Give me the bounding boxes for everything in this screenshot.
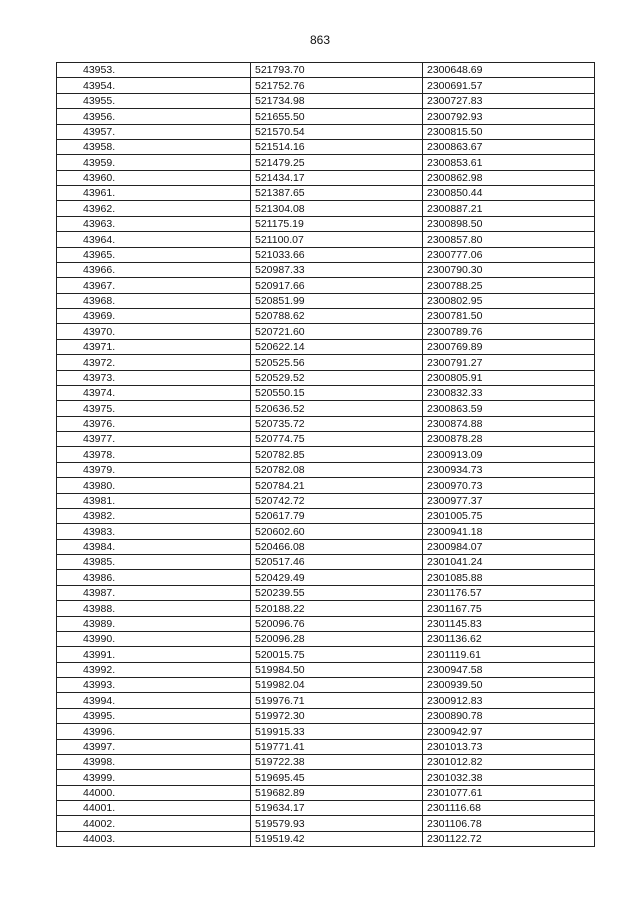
table-row [57, 232, 595, 247]
row-index-cell: 43964. [57, 232, 251, 247]
y-coordinate-cell: 2300727.83 [423, 93, 595, 108]
x-coordinate-cell: 520239.55 [251, 585, 423, 600]
x-coordinate-cell: 520602.60 [251, 524, 423, 539]
x-coordinate-cell: 519579.93 [251, 816, 423, 831]
y-coordinate-cell: 2300815.50 [423, 124, 595, 139]
row-index-cell: 43961. [57, 186, 251, 201]
y-coordinate-cell: 2301077.61 [423, 785, 595, 800]
table-row [57, 508, 595, 523]
coordinates-table [56, 62, 595, 847]
table-row [57, 124, 595, 139]
x-coordinate-cell: 520784.21 [251, 478, 423, 493]
table-row [57, 478, 595, 493]
row-index-cell: 43960. [57, 170, 251, 185]
table-row [57, 662, 595, 677]
row-index-cell: 43956. [57, 109, 251, 124]
row-index-cell: 43971. [57, 339, 251, 354]
y-coordinate-cell: 2300769.89 [423, 339, 595, 354]
table-row [57, 616, 595, 631]
row-index-cell: 43953. [57, 63, 251, 78]
row-index-cell: 43955. [57, 93, 251, 108]
row-index-cell: 43970. [57, 324, 251, 339]
row-index-cell: 43985. [57, 555, 251, 570]
y-coordinate-cell: 2300850.44 [423, 186, 595, 201]
row-index-cell: 43994. [57, 693, 251, 708]
y-coordinate-cell: 2301167.75 [423, 601, 595, 616]
y-coordinate-cell: 2300790.30 [423, 262, 595, 277]
x-coordinate-cell: 521479.25 [251, 155, 423, 170]
row-index-cell: 43959. [57, 155, 251, 170]
table-row [57, 339, 595, 354]
x-coordinate-cell: 519972.30 [251, 708, 423, 723]
row-index-cell: 43957. [57, 124, 251, 139]
x-coordinate-cell: 519982.04 [251, 678, 423, 693]
row-index-cell: 43995. [57, 708, 251, 723]
x-coordinate-cell: 519682.89 [251, 785, 423, 800]
x-coordinate-cell: 519519.42 [251, 831, 423, 846]
y-coordinate-cell: 2301005.75 [423, 508, 595, 523]
x-coordinate-cell: 520466.08 [251, 539, 423, 554]
row-index-cell: 43996. [57, 724, 251, 739]
row-index-cell: 44002. [57, 816, 251, 831]
row-index-cell: 43979. [57, 462, 251, 477]
y-coordinate-cell: 2300913.09 [423, 447, 595, 462]
table-row [57, 831, 595, 846]
row-index-cell: 44001. [57, 801, 251, 816]
row-index-cell: 43982. [57, 508, 251, 523]
row-index-cell: 43974. [57, 385, 251, 400]
x-coordinate-cell: 519984.50 [251, 662, 423, 677]
y-coordinate-cell: 2300802.95 [423, 293, 595, 308]
row-index-cell: 43998. [57, 754, 251, 769]
x-coordinate-cell: 521100.07 [251, 232, 423, 247]
table-row [57, 585, 595, 600]
y-coordinate-cell: 2300977.37 [423, 493, 595, 508]
y-coordinate-cell: 2300941.18 [423, 524, 595, 539]
x-coordinate-cell: 519915.33 [251, 724, 423, 739]
row-index-cell: 44003. [57, 831, 251, 846]
table-row [57, 385, 595, 400]
table-row [57, 816, 595, 831]
y-coordinate-cell: 2300939.50 [423, 678, 595, 693]
row-index-cell: 43991. [57, 647, 251, 662]
x-coordinate-cell: 519976.71 [251, 693, 423, 708]
table-row [57, 355, 595, 370]
table-row [57, 201, 595, 216]
table-row [57, 278, 595, 293]
x-coordinate-cell: 520782.08 [251, 462, 423, 477]
y-coordinate-cell: 2300887.21 [423, 201, 595, 216]
table-row [57, 324, 595, 339]
x-coordinate-cell: 520851.99 [251, 293, 423, 308]
row-index-cell: 43973. [57, 370, 251, 385]
x-coordinate-cell: 520529.52 [251, 370, 423, 385]
y-coordinate-cell: 2301041.24 [423, 555, 595, 570]
table-row [57, 555, 595, 570]
y-coordinate-cell: 2300863.67 [423, 139, 595, 154]
x-coordinate-cell: 519634.17 [251, 801, 423, 816]
table-row [57, 155, 595, 170]
table-row [57, 447, 595, 462]
row-index-cell: 43966. [57, 262, 251, 277]
row-index-cell: 43989. [57, 616, 251, 631]
row-index-cell: 43993. [57, 678, 251, 693]
x-coordinate-cell: 520015.75 [251, 647, 423, 662]
table-row [57, 570, 595, 585]
y-coordinate-cell: 2301176.57 [423, 585, 595, 600]
y-coordinate-cell: 2300789.76 [423, 324, 595, 339]
x-coordinate-cell: 520987.33 [251, 262, 423, 277]
row-index-cell: 43975. [57, 401, 251, 416]
table-row [57, 63, 595, 78]
table-row [57, 247, 595, 262]
x-coordinate-cell: 521752.76 [251, 78, 423, 93]
x-coordinate-cell: 520517.46 [251, 555, 423, 570]
x-coordinate-cell: 520617.79 [251, 508, 423, 523]
x-coordinate-cell: 520735.72 [251, 416, 423, 431]
table-row [57, 186, 595, 201]
table-row [57, 462, 595, 477]
row-index-cell: 43958. [57, 139, 251, 154]
x-coordinate-cell: 520188.22 [251, 601, 423, 616]
x-coordinate-cell: 520774.75 [251, 432, 423, 447]
table-row [57, 539, 595, 554]
table-row [57, 647, 595, 662]
y-coordinate-cell: 2300878.28 [423, 432, 595, 447]
row-index-cell: 43978. [57, 447, 251, 462]
row-index-cell: 43968. [57, 293, 251, 308]
table-row [57, 801, 595, 816]
table-row [57, 170, 595, 185]
y-coordinate-cell: 2300862.98 [423, 170, 595, 185]
row-index-cell: 43980. [57, 478, 251, 493]
y-coordinate-cell: 2301136.62 [423, 631, 595, 646]
y-coordinate-cell: 2300912.83 [423, 693, 595, 708]
table-row [57, 678, 595, 693]
y-coordinate-cell: 2301013.73 [423, 739, 595, 754]
x-coordinate-cell: 519722.38 [251, 754, 423, 769]
x-coordinate-cell: 519695.45 [251, 770, 423, 785]
row-index-cell: 43990. [57, 631, 251, 646]
table-row [57, 708, 595, 723]
row-index-cell: 43988. [57, 601, 251, 616]
row-index-cell: 43972. [57, 355, 251, 370]
table-row [57, 754, 595, 769]
row-index-cell: 43984. [57, 539, 251, 554]
row-index-cell: 43987. [57, 585, 251, 600]
table-row [57, 139, 595, 154]
table-row [57, 493, 595, 508]
row-index-cell: 43977. [57, 432, 251, 447]
y-coordinate-cell: 2300781.50 [423, 309, 595, 324]
y-coordinate-cell: 2300942.97 [423, 724, 595, 739]
table-row [57, 770, 595, 785]
x-coordinate-cell: 521304.08 [251, 201, 423, 216]
y-coordinate-cell: 2300947.58 [423, 662, 595, 677]
x-coordinate-cell: 521514.16 [251, 139, 423, 154]
y-coordinate-cell: 2301085.88 [423, 570, 595, 585]
y-coordinate-cell: 2301122.72 [423, 831, 595, 846]
table-row [57, 216, 595, 231]
table-row [57, 432, 595, 447]
row-index-cell: 43976. [57, 416, 251, 431]
x-coordinate-cell: 520622.14 [251, 339, 423, 354]
y-coordinate-cell: 2300857.80 [423, 232, 595, 247]
y-coordinate-cell: 2301012.82 [423, 754, 595, 769]
table-row [57, 78, 595, 93]
row-index-cell: 43965. [57, 247, 251, 262]
y-coordinate-cell: 2301106.78 [423, 816, 595, 831]
table-row [57, 293, 595, 308]
row-index-cell: 43997. [57, 739, 251, 754]
y-coordinate-cell: 2300934.73 [423, 462, 595, 477]
x-coordinate-cell: 521387.65 [251, 186, 423, 201]
x-coordinate-cell: 520917.66 [251, 278, 423, 293]
y-coordinate-cell: 2300788.25 [423, 278, 595, 293]
y-coordinate-cell: 2300691.57 [423, 78, 595, 93]
row-index-cell: 43963. [57, 216, 251, 231]
y-coordinate-cell: 2300791.27 [423, 355, 595, 370]
table-row [57, 524, 595, 539]
row-index-cell: 43967. [57, 278, 251, 293]
x-coordinate-cell: 520525.56 [251, 355, 423, 370]
page-number: 863 [309, 33, 331, 47]
row-index-cell: 43969. [57, 309, 251, 324]
x-coordinate-cell: 520096.28 [251, 631, 423, 646]
x-coordinate-cell: 520782.85 [251, 447, 423, 462]
x-coordinate-cell: 521175.19 [251, 216, 423, 231]
table-row [57, 693, 595, 708]
y-coordinate-cell: 2301116.68 [423, 801, 595, 816]
table-row [57, 93, 595, 108]
x-coordinate-cell: 521734.98 [251, 93, 423, 108]
table-row [57, 309, 595, 324]
y-coordinate-cell: 2300805.91 [423, 370, 595, 385]
table-row [57, 724, 595, 739]
y-coordinate-cell: 2300890.78 [423, 708, 595, 723]
y-coordinate-cell: 2300792.93 [423, 109, 595, 124]
x-coordinate-cell: 520788.62 [251, 309, 423, 324]
x-coordinate-cell: 519771.41 [251, 739, 423, 754]
y-coordinate-cell: 2301145.83 [423, 616, 595, 631]
coordinates-table-body [57, 63, 595, 847]
x-coordinate-cell: 521793.70 [251, 63, 423, 78]
x-coordinate-cell: 520096.76 [251, 616, 423, 631]
y-coordinate-cell: 2300777.06 [423, 247, 595, 262]
x-coordinate-cell: 520550.15 [251, 385, 423, 400]
y-coordinate-cell: 2300984.07 [423, 539, 595, 554]
x-coordinate-cell: 521033.66 [251, 247, 423, 262]
x-coordinate-cell: 521570.54 [251, 124, 423, 139]
y-coordinate-cell: 2300832.33 [423, 385, 595, 400]
row-index-cell: 44000. [57, 785, 251, 800]
x-coordinate-cell: 520721.60 [251, 324, 423, 339]
x-coordinate-cell: 520429.49 [251, 570, 423, 585]
row-index-cell: 43986. [57, 570, 251, 585]
table-row [57, 601, 595, 616]
table-row [57, 785, 595, 800]
row-index-cell: 43981. [57, 493, 251, 508]
y-coordinate-cell: 2300648.69 [423, 63, 595, 78]
x-coordinate-cell: 520742.72 [251, 493, 423, 508]
y-coordinate-cell: 2301032.38 [423, 770, 595, 785]
row-index-cell: 43992. [57, 662, 251, 677]
table-row [57, 109, 595, 124]
y-coordinate-cell: 2300898.50 [423, 216, 595, 231]
y-coordinate-cell: 2300863.59 [423, 401, 595, 416]
x-coordinate-cell: 520636.52 [251, 401, 423, 416]
x-coordinate-cell: 521655.50 [251, 109, 423, 124]
y-coordinate-cell: 2300874.88 [423, 416, 595, 431]
y-coordinate-cell: 2301119.61 [423, 647, 595, 662]
table-row [57, 631, 595, 646]
x-coordinate-cell: 521434.17 [251, 170, 423, 185]
y-coordinate-cell: 2300853.61 [423, 155, 595, 170]
y-coordinate-cell: 2300970.73 [423, 478, 595, 493]
table-row [57, 739, 595, 754]
table-row [57, 416, 595, 431]
row-index-cell: 43954. [57, 78, 251, 93]
table-row [57, 262, 595, 277]
row-index-cell: 43962. [57, 201, 251, 216]
row-index-cell: 43999. [57, 770, 251, 785]
table-row [57, 370, 595, 385]
table-row [57, 401, 595, 416]
row-index-cell: 43983. [57, 524, 251, 539]
